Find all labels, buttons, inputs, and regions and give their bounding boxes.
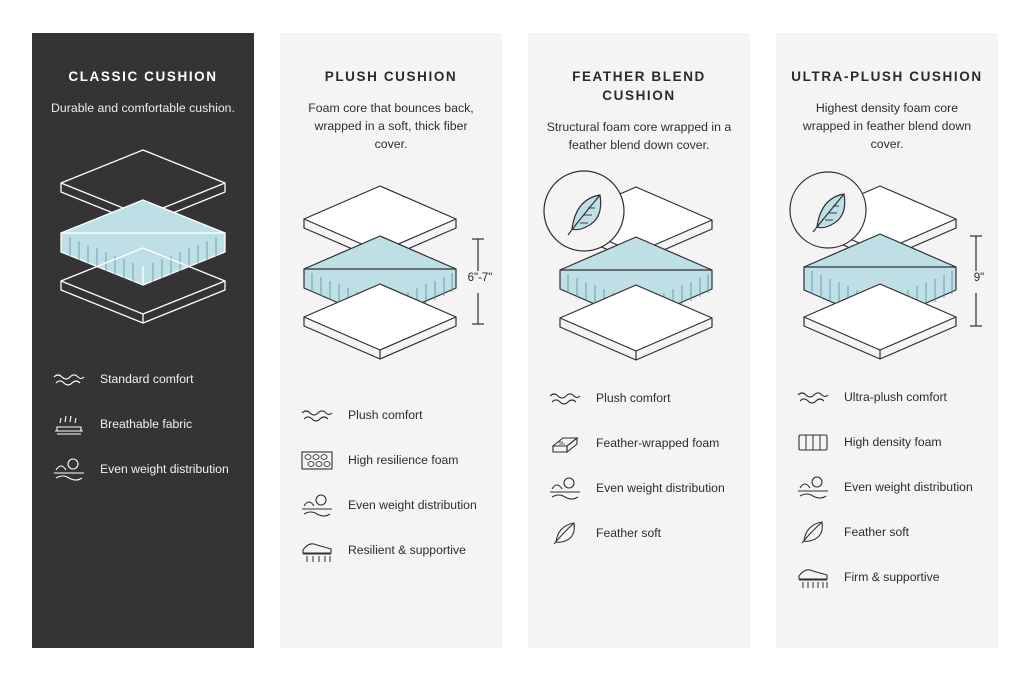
list-item xyxy=(298,445,484,475)
feature-list xyxy=(298,400,484,565)
feature-label: Even weight distribution xyxy=(596,480,725,495)
feature-label: High resilience foam xyxy=(348,452,459,467)
list-item xyxy=(794,382,980,412)
list-item xyxy=(794,517,980,547)
feature-label: Feather soft xyxy=(844,524,910,539)
wave-lines-icon xyxy=(794,382,832,412)
feature-label: Even weight distribution xyxy=(348,497,477,512)
wave-lines-icon xyxy=(298,400,336,430)
wave-lines-icon xyxy=(50,364,88,394)
list-item xyxy=(298,535,484,565)
feature-list xyxy=(50,364,236,484)
list-item xyxy=(50,454,236,484)
even-weight-distribution-icon xyxy=(298,490,336,520)
feature-list xyxy=(794,382,980,592)
cushion-card-feather-blend xyxy=(528,33,750,648)
list-item xyxy=(298,490,484,520)
card-description: Foam core that bounces back, wrapped in a soft, thick fiber cover. xyxy=(308,101,474,151)
feature-label: Feather soft xyxy=(596,525,662,540)
cushion-layer-illustration xyxy=(32,130,254,340)
feature-label: Plush comfort xyxy=(348,407,423,422)
cushion-card-ultra-plush xyxy=(776,33,998,648)
list-item xyxy=(50,409,236,439)
card-title: CLASSIC CUSHION xyxy=(68,69,218,84)
even-weight-distribution-icon xyxy=(546,473,584,503)
list-item xyxy=(546,383,732,413)
feature-label: Plush comfort xyxy=(596,390,671,405)
feature-label: Breathable fabric xyxy=(100,416,193,431)
card-title: FEATHER BLEND CUSHION xyxy=(572,69,706,104)
card-description: Durable and comfortable cushion. xyxy=(51,101,235,116)
feature-list xyxy=(546,383,732,548)
feature-label: Even weight distribution xyxy=(100,461,229,476)
feather-wrapped-foam-icon xyxy=(546,428,584,458)
resilient-support-icon xyxy=(298,535,336,565)
list-item xyxy=(50,364,236,394)
feather-icon xyxy=(794,517,832,547)
list-item xyxy=(794,427,980,457)
high-density-foam-icon xyxy=(794,427,832,457)
feature-label: Firm & supportive xyxy=(844,569,940,584)
even-weight-distribution-icon xyxy=(794,472,832,502)
feature-label: Feather-wrapped foam xyxy=(596,435,720,450)
card-description: Structural foam core wrapped in a feather blend down cover. xyxy=(546,120,732,153)
height-dimension-label: 9" xyxy=(973,271,985,284)
honeycomb-foam-icon xyxy=(298,445,336,475)
wave-lines-icon xyxy=(546,383,584,413)
list-item xyxy=(298,400,484,430)
feature-label: Resilient & supportive xyxy=(348,542,466,557)
card-title: ULTRA-PLUSH CUSHION xyxy=(791,69,983,84)
cushion-card-plush xyxy=(280,33,502,648)
list-item xyxy=(794,562,980,592)
card-title: PLUSH CUSHION xyxy=(324,69,458,84)
feature-label: High density foam xyxy=(844,434,942,449)
list-item xyxy=(546,473,732,503)
card-description: Highest density foam core wrapped in feather blend down cover. xyxy=(802,101,972,151)
height-dimension-label: 6"-7" xyxy=(467,271,493,284)
feather-icon xyxy=(546,518,584,548)
cushion-layer-illustration xyxy=(528,167,750,377)
firm-support-icon xyxy=(794,562,832,592)
list-item xyxy=(546,518,732,548)
feature-label: Standard comfort xyxy=(100,371,194,386)
list-item xyxy=(794,472,980,502)
cushion-card-classic xyxy=(32,33,254,648)
cushion-layer-illustration xyxy=(280,166,502,376)
cushion-layer-illustration xyxy=(776,166,998,376)
breathable-fabric-icon xyxy=(50,409,88,439)
feature-label: Even weight distribution xyxy=(844,479,973,494)
feature-label: Ultra-plush comfort xyxy=(844,389,947,404)
even-weight-distribution-icon xyxy=(50,454,88,484)
list-item xyxy=(546,428,732,458)
